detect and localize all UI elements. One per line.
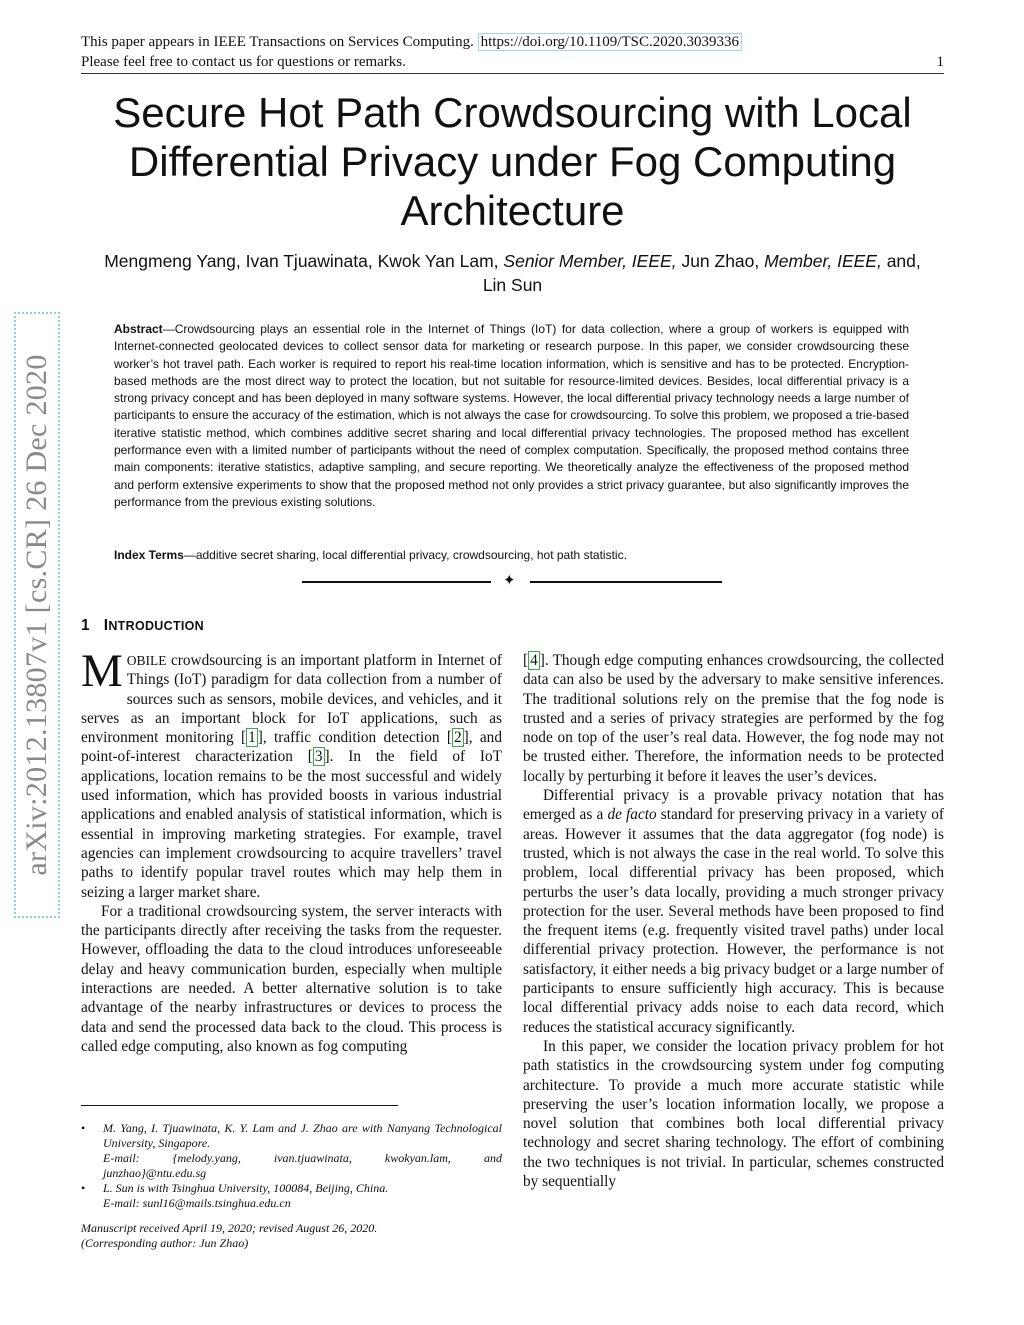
paragraph: In this paper, we consider the location privacy problem for hot path statistics in the crowdsourcing system under fog computing architecture. To provide a much more accurate statistic while preserving the user’s location information locally, we propose a novel solution that combines both local differential privacy technology and secret sharing technology. The effort of combining the two techniques is not trivial. In particular, schemes constructed by sequentially <box>523 1037 944 1191</box>
footnotes <box>81 1121 502 1251</box>
index-terms <box>114 547 909 564</box>
contact-line: Please feel free to contact us for questions or remarks. <box>81 54 406 70</box>
manuscript-note: Manuscript received April 19, 2020; revised August 26, 2020. (Corresponding author: Jun Zhao) <box>81 1221 378 1250</box>
doi-link[interactable]: https://doi.org/10.1109/TSC.2020.3039336 <box>478 33 742 51</box>
divider-diamond-icon: ✦ <box>503 573 516 589</box>
running-header <box>81 32 944 74</box>
paragraph: For a traditional crowdsourcing system, the server interacts with the participants directly after receiving the tasks from the requester. However, offloading the data to the cloud introduces unforeseeable delay and heavy communication burden, especially when multiple interactions are needed. A better alternative solution is to take advantage of the nearby infrastructures or devices to process the data and send the processed data back to the cloud. This process is called edge computing, also known as fog computing <box>81 902 502 1055</box>
citation-link[interactable]: 2 <box>453 729 462 747</box>
paragraph: [ 4 ]. Though edge computing enhances crowdsourcing, the collected data can also be used by the adversary to make sensitive inferences. The traditional solutions rely on the premise that the fog node is trusted and a series of privacy strategies are performed by the fog node on top of the user’s real data. However, the fog node may not be trusted either. Therefore, the information needs to be protected locally by perturbing it before it leaves the user’s devices. <box>523 652 944 785</box>
author-list: Mengmeng Yang, Ivan Tjuawinata, Kwok Yan Lam, Senior Member, IEEE, Jun Zhao, Member, IEEE, and, Lin Sun <box>104 251 921 295</box>
paragraph: Differential privacy is a provable privacy notation that has emerged as a de facto standard for preserving privacy in a variety of areas. However it assumes that the data aggregator (fog node) is trusted, which is not always the case in the real world. To solve this problem, local differential privacy has been proposed, which perturbs the user’s data locally, providing a much stronger privacy protection for the user. Several methods have been proposed to find the frequent items (e.g. frequently visited travel paths) under local differential privacy protection. However, the performance is not satisfactory, it either needs a big privacy budget or a large number of participants to ensure sufficiently high accuracy. This is because local differential privacy adds noise to each data record, which reduces the statistical accuracy significantly. <box>523 787 944 1036</box>
dropcap: M <box>81 645 123 697</box>
abstract <box>114 321 909 511</box>
footnote-rule <box>81 1105 398 1106</box>
footnote-affiliation-2: • L. Sun is with Tsinghua University, 100084, Beijing, China. E-mail: sunl16@mails.tsinghua.edu.cn <box>81 1181 389 1210</box>
arxiv-stamp[interactable] <box>14 312 60 918</box>
right-column <box>523 651 944 1191</box>
abstract-text: —Crowdsourcing plays an essential role in the Internet of Things (IoT) for data collection, where a group of workers is equipped with Internet-connected geolocated devices to collect sensor data for marketing or research purpose. In this paper, we consider crowdsourcing these worker’s hot travel path. Each worker is required to report his real-time location information, which is sensitive and has to be protected. Encryption-based methods are the most direct way to protect the location, but not suitable for resource-limited devices. Besides, local differential privacy is a strong privacy concept and has been deployed in many software systems. However, the local differential privacy technology needs a large number of participants to ensure the accuracy of the estimation, which is not always the case for crowdsourcing. To solve this problem, we proposed a trie-based iterative statistic method, which combines additive secret sharing and local differential privacy technologies. The proposed method has excellent performance even with a limited number of participants without the need of complex computation. Specifically, the proposed method contains three main components: iterative statistics, adaptive sampling, and secure reporting. We theoretically analyze the effectiveness of the proposed method and perform extensive experiments to show that the proposed method not only provides a strict privacy guarantee, but also significantly improves the performance from the previous existing solutions. <box>114 322 909 509</box>
journal-line: This paper appears in IEEE Transactions on Services Computing. https://doi.org/10.1109/TSC.2020.3039336 <box>81 32 944 52</box>
abstract-label: Abstract <box>114 322 163 336</box>
citation-link[interactable]: 3 <box>314 748 323 766</box>
arxiv-stamp-text: arXiv:2012.13807v1 [cs.CR] 26 Dec 2020 <box>20 354 53 876</box>
citation-link[interactable]: 4 <box>530 652 538 669</box>
paper-title: Secure Hot Path Crowdsourcing with Local Differential Privacy under Fog Computing Architecture <box>113 89 912 234</box>
section-divider <box>302 572 722 592</box>
section-heading-introduction: 1 INTRODUCTION <box>81 617 205 634</box>
page-number: 1 <box>936 54 944 70</box>
index-terms-text: —additive secret sharing, local differential privacy, crowdsourcing, hot path statistic. <box>183 548 627 562</box>
footnote-affiliation-1: • M. Yang, I. Tjuawinata, K. Y. Lam and J. Zhao are with Nanyang Technological University, Singapore. E-mail: {melody.yang, ivan.tjuawinata, kwokyan.lam, and junzhao}@ntu.edu.sg <box>81 1121 502 1180</box>
left-column <box>81 645 502 1056</box>
citation-link[interactable]: 1 <box>248 729 256 747</box>
paragraph: MOBILE crowdsourcing is an important platform in Internet of Things (IoT) paradigm for data collection from a number of sources such as sensors, mobile devices, and vehicles, and it serves as an important block for IoT applications, such as environment monitoring [ 1 ], traffic condition detection [ 2 ], and point-of-interest characterization [ 3 ]. In the field of IoT applications, location remains to be the most successful and widely used information, which has provided boosts in various industrial applications and enabled analysis of statistical information, which is essential in improving marketing strategies. For example, travel agencies can implement crowdsourcing to acquire travellers’ travel paths to identify popular travel routes which may help them in seizing a larger market share. <box>81 645 502 901</box>
index-terms-label: Index Terms <box>114 548 184 562</box>
